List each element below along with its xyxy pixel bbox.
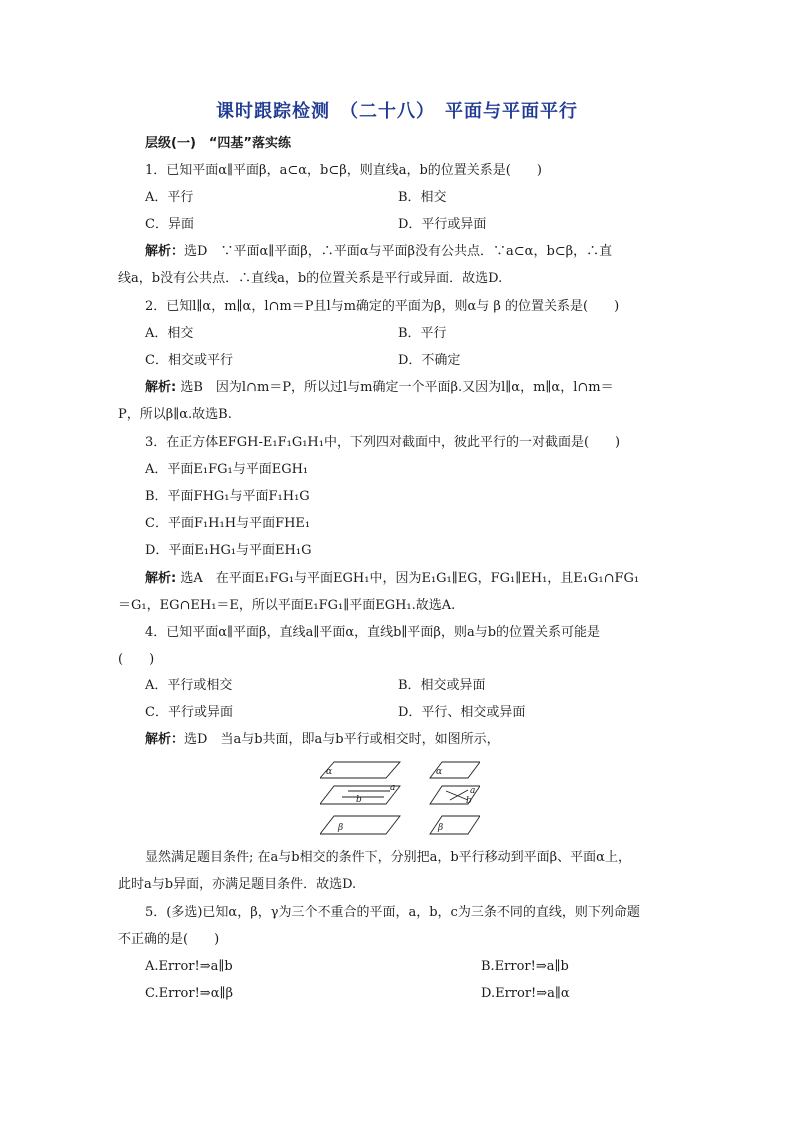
left-label-b: b xyxy=(356,795,362,805)
page-title: 课时跟踪检测 （二十八） 平面与平面平行 xyxy=(216,101,578,122)
q2-analysis-label: 解析: xyxy=(145,380,177,395)
q3-analysis-label: 解析: xyxy=(145,571,177,586)
q1-analysis-label: 解析： xyxy=(145,244,185,259)
q2-option-d: D．不确定 xyxy=(398,353,461,368)
q2-analysis-text1: 选B 因为l∩m＝P，所以过l与m确定一个平面β.又因为l∥α，m∥α，l∩m＝ xyxy=(176,380,614,395)
level-heading: 层级(一) “四基”落实练 xyxy=(145,136,291,151)
left-label-beta: β xyxy=(338,823,344,833)
q3-option-d: D．平面E₁HG₁与平面EH₁G xyxy=(145,543,312,558)
q4-stem-line1: 4．已知平面α∥平面β，直线a∥平面α，直线b∥平面β，则a与b的位置关系可能是 xyxy=(145,625,601,640)
q2-option-a: A．相交 xyxy=(145,326,194,341)
q1-option-b: B．相交 xyxy=(398,190,447,205)
q3-stem: 3．在正方体EFGH-E₁F₁G₁H₁中，下列四对截面中，彼此平行的一对截面是( ) xyxy=(145,435,621,450)
right-label-b: b xyxy=(466,796,472,806)
right-line-a xyxy=(446,791,468,800)
q2-option-c: C．相交或平行 xyxy=(145,353,233,368)
q3-analysis-line1 xyxy=(145,569,639,589)
left-label-a: a xyxy=(390,783,396,793)
q2-analysis-line2: P，所以β∥α.故选B. xyxy=(118,407,232,422)
q5-stem-line1: 5．(多选)已知α，β，γ为三个不重合的平面，a，b，c为三条不同的直线，则下列命题 xyxy=(145,905,640,920)
left-plane-beta xyxy=(320,816,400,834)
q2-analysis-line1 xyxy=(145,378,614,398)
q4-analysis-after2: 此时a与b异面，亦满足题目条件．故选D. xyxy=(118,877,357,892)
q3-option-b: B．平面FHG₁与平面F₁H₁G xyxy=(145,489,310,504)
q4-option-a: A．平行或相交 xyxy=(145,678,233,693)
q4-option-c: C．平行或异面 xyxy=(145,705,233,720)
q1-analysis-line1 xyxy=(145,242,612,262)
q1-option-a: A．平行 xyxy=(145,190,194,205)
q5-option-b: B.Error!⇒a∥b xyxy=(481,959,569,974)
q4-analysis-label: 解析： xyxy=(145,732,185,747)
q4-option-d: D．平行、相交或异面 xyxy=(398,705,526,720)
right-label-beta: β xyxy=(438,823,444,833)
q1-stem: 1．已知平面α∥平面β，a⊂α，b⊂β，则直线a，b的位置关系是( ) xyxy=(145,163,542,178)
q4-analysis-text1: 选D 当a与b共面，即a与b平行或相交时，如图所示， xyxy=(184,732,500,747)
left-label-alpha: α xyxy=(326,767,333,777)
q5-option-a: A.Error!⇒a∥b xyxy=(145,959,233,974)
q4-analysis-after1: 显然满足题目条件; 在a与b相交的条件下，分别把a，b平行移动到平面β、平面α上， xyxy=(145,850,631,865)
q3-option-c: C．平面F₁H₁H与平面FHE₁ xyxy=(145,516,311,531)
right-label-alpha: α xyxy=(436,767,443,777)
q4-analysis-line1 xyxy=(145,730,500,750)
q2-option-b: B．平行 xyxy=(398,326,447,341)
q3-option-a: A．平面E₁FG₁与平面EGH₁ xyxy=(145,462,309,477)
q4-stem-line2: ( ) xyxy=(118,652,155,667)
q1-analysis-text1: 选D ∵平面α∥平面β，∴平面α与平面β没有公共点．∵a⊂α，b⊂β，∴直 xyxy=(184,244,613,259)
q3-analysis-line2: ＝G₁，EG∩EH₁＝E，所以平面E₁FG₁∥平面EGH₁.故选A. xyxy=(118,598,456,613)
q1-analysis-line2: 线a，b没有公共点．∴直线a，b的位置关系是平行或异面．故选D. xyxy=(118,271,503,286)
q5-option-c: C.Error!⇒α∥β xyxy=(145,986,233,1001)
parallel-planes-figure xyxy=(320,760,480,840)
q2-stem: 2．已知l∥α，m∥α，l∩m＝P且l与m确定的平面为β，则α与 β 的位置关系是( ) xyxy=(145,299,620,314)
q1-option-d: D．平行或异面 xyxy=(398,217,487,232)
q5-option-d: D.Error!⇒a∥α xyxy=(481,986,570,1001)
right-label-a: a xyxy=(470,786,476,796)
q1-option-c: C．异面 xyxy=(145,217,194,232)
q3-analysis-text1: 选A 在平面E₁FG₁与平面EGH₁中，因为E₁G₁∥EG，FG₁∥EH₁，且E₁G₁∩FG₁ xyxy=(176,571,640,586)
q4-option-b: B．相交或异面 xyxy=(398,678,486,693)
q5-stem-line2: 不正确的是( ) xyxy=(118,932,220,947)
